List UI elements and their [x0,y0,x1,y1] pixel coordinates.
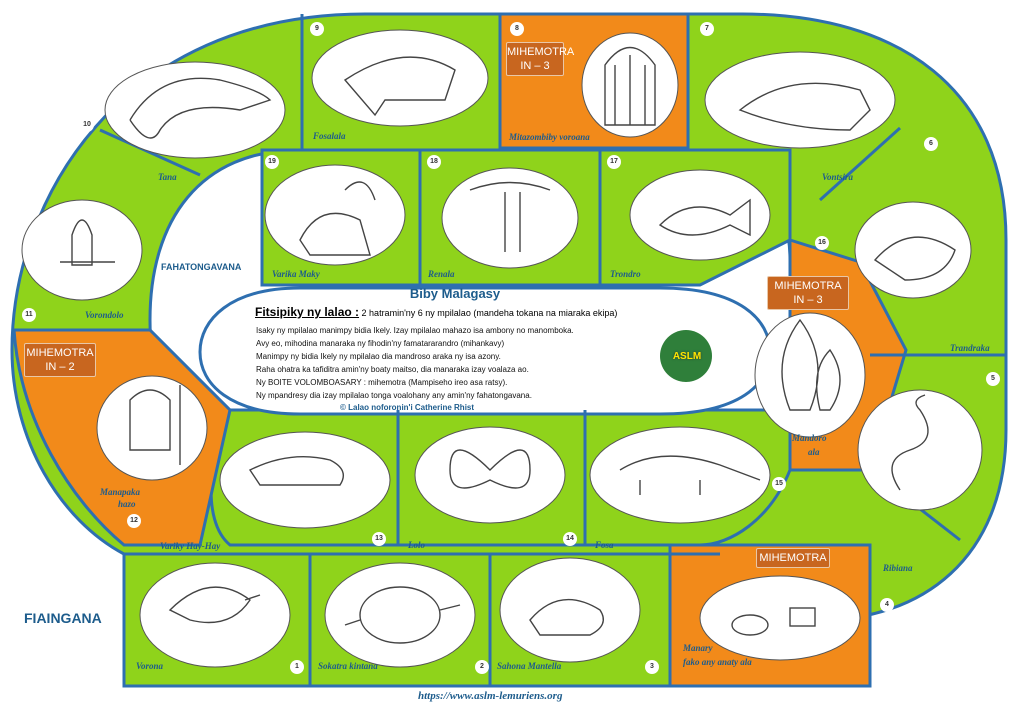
square-label-4: Manary [683,643,713,653]
square-number: 8 [510,22,524,36]
square-label-2: Sokatra kintana [318,661,378,671]
finish-label: FAHATONGAVANA [161,262,242,272]
penalty-value: IN – 3 [520,60,550,72]
square-label-16: Mandoro [792,433,827,443]
square-14-oval [415,427,565,523]
square-number: 16 [815,236,829,250]
square-number: 14 [563,532,577,546]
square-label-9: Fosalala [313,131,346,141]
credit: © Lalao noforonin'i Catherine Rhist [340,403,475,412]
game-title: Biby Malagasy [409,286,501,301]
square-label-12b: hazo [118,499,136,509]
square-number: 4 [880,598,894,612]
square-label-17: Trondro [610,269,641,279]
square-12-oval [97,376,207,480]
penalty-value: IN – 2 [45,361,75,373]
square-label-16b: ala [808,447,820,457]
square-number: 12 [127,514,141,528]
rule-line: Ny mpandresy dia izay mpilalao tonga voalohany any amin'ny fahatongavana. [256,391,532,400]
penalty-word: MIHEMOTRA [759,552,827,564]
square-label-19: Varika Maky [272,269,320,279]
penalty-badge-16 [767,276,849,310]
square-label-10: Tana [158,172,177,182]
square-label-18: Renala [428,269,455,279]
square-label-5: Ribiana [883,563,913,573]
rule-line: Ny BOITE VOLOMBOASARY : mihemotra (Mampiseho ireo asa ratsy). [256,378,508,387]
rules-box [240,286,670,412]
square-13-oval [220,432,390,528]
square-label-15: Fosa [595,540,614,550]
square-number: 2 [475,660,489,674]
square-label-14: Lolo [408,540,425,550]
square-number: 10 [80,118,94,132]
square-label-7: Vontsira [822,172,854,182]
square-number: 6 [924,137,938,151]
square-number: 19 [265,155,279,169]
square-label-4b: fako any anaty ala [683,657,752,667]
square-number: 13 [372,532,386,546]
penalty-badge-8 [506,42,575,76]
square-17-oval [630,170,770,260]
rules-heading [255,305,617,319]
square-number: 5 [986,372,1000,386]
penalty-word: MIHEMOTRA [774,280,842,292]
rule-line: Avy eo, mihodina manaraka ny fihodin'ny famatararandro (mihankavy) [256,339,505,348]
rules-players: 2 hatramin'ny 6 ny mpilalao (mandeha tokana na miaraka ekipa) [361,308,618,318]
rules-heading-label: Fitsipiky ny lalao : [255,305,360,319]
square-number: 17 [607,155,621,169]
square-number: 11 [22,308,36,322]
square-label-1: Vorona [136,661,164,671]
square-label-6: Trandraka [950,343,990,353]
penalty-value: IN – 3 [793,294,823,306]
square-label-12: Manapaka [100,487,141,497]
aslm-logo-text: ASLM [672,351,702,362]
rule-line: Raha ohatra ka tafiditra amin'ny boaty maitso, dia manaraka izay voalaza ao. [256,365,529,374]
square-10-oval [105,62,285,158]
square-label-11: Vorondolo [85,310,124,320]
square-3-oval [500,558,640,662]
square-4-oval [700,576,860,660]
square-label-3: Sahona Mantella [497,661,562,671]
square-number: 3 [645,660,659,674]
penalty-badge-4 [756,548,830,568]
start-label: FIAINGANA [24,610,102,626]
rule-line: Isaky ny mpilalao manimpy bidia Ikely. Izay mpilalao mahazo isa ambony no manomboka. [256,326,574,335]
square-11-oval [22,200,142,300]
rule-line: Manimpy ny bidia Ikely ny mpilalao dia mandroso araka ny isa azony. [256,352,501,361]
square-number: 9 [310,22,324,36]
square-number: 15 [772,477,786,491]
square-5-oval [858,390,982,510]
website-url[interactable]: https://www.aslm-lemuriens.org [418,690,563,702]
square-number: 18 [427,155,441,169]
square-16-oval [755,313,865,437]
square-label-13: Variky Hay-Hay [160,541,221,551]
square-2-oval [325,563,475,667]
square-7-oval [705,52,895,148]
square-15-oval [590,427,770,523]
square-6-oval [855,202,971,298]
square-9-oval [312,30,488,126]
penalty-badge-12 [24,343,96,377]
square-1-oval [140,563,290,667]
penalty-word: MIHEMOTRA [26,347,94,359]
square-number: 1 [290,660,304,674]
penalty-word: MIHEMOTRA [507,46,575,58]
square-number: 7 [700,22,714,36]
square-19-oval [265,165,405,265]
square-label-8: Mitazombiby voroana [509,132,590,142]
